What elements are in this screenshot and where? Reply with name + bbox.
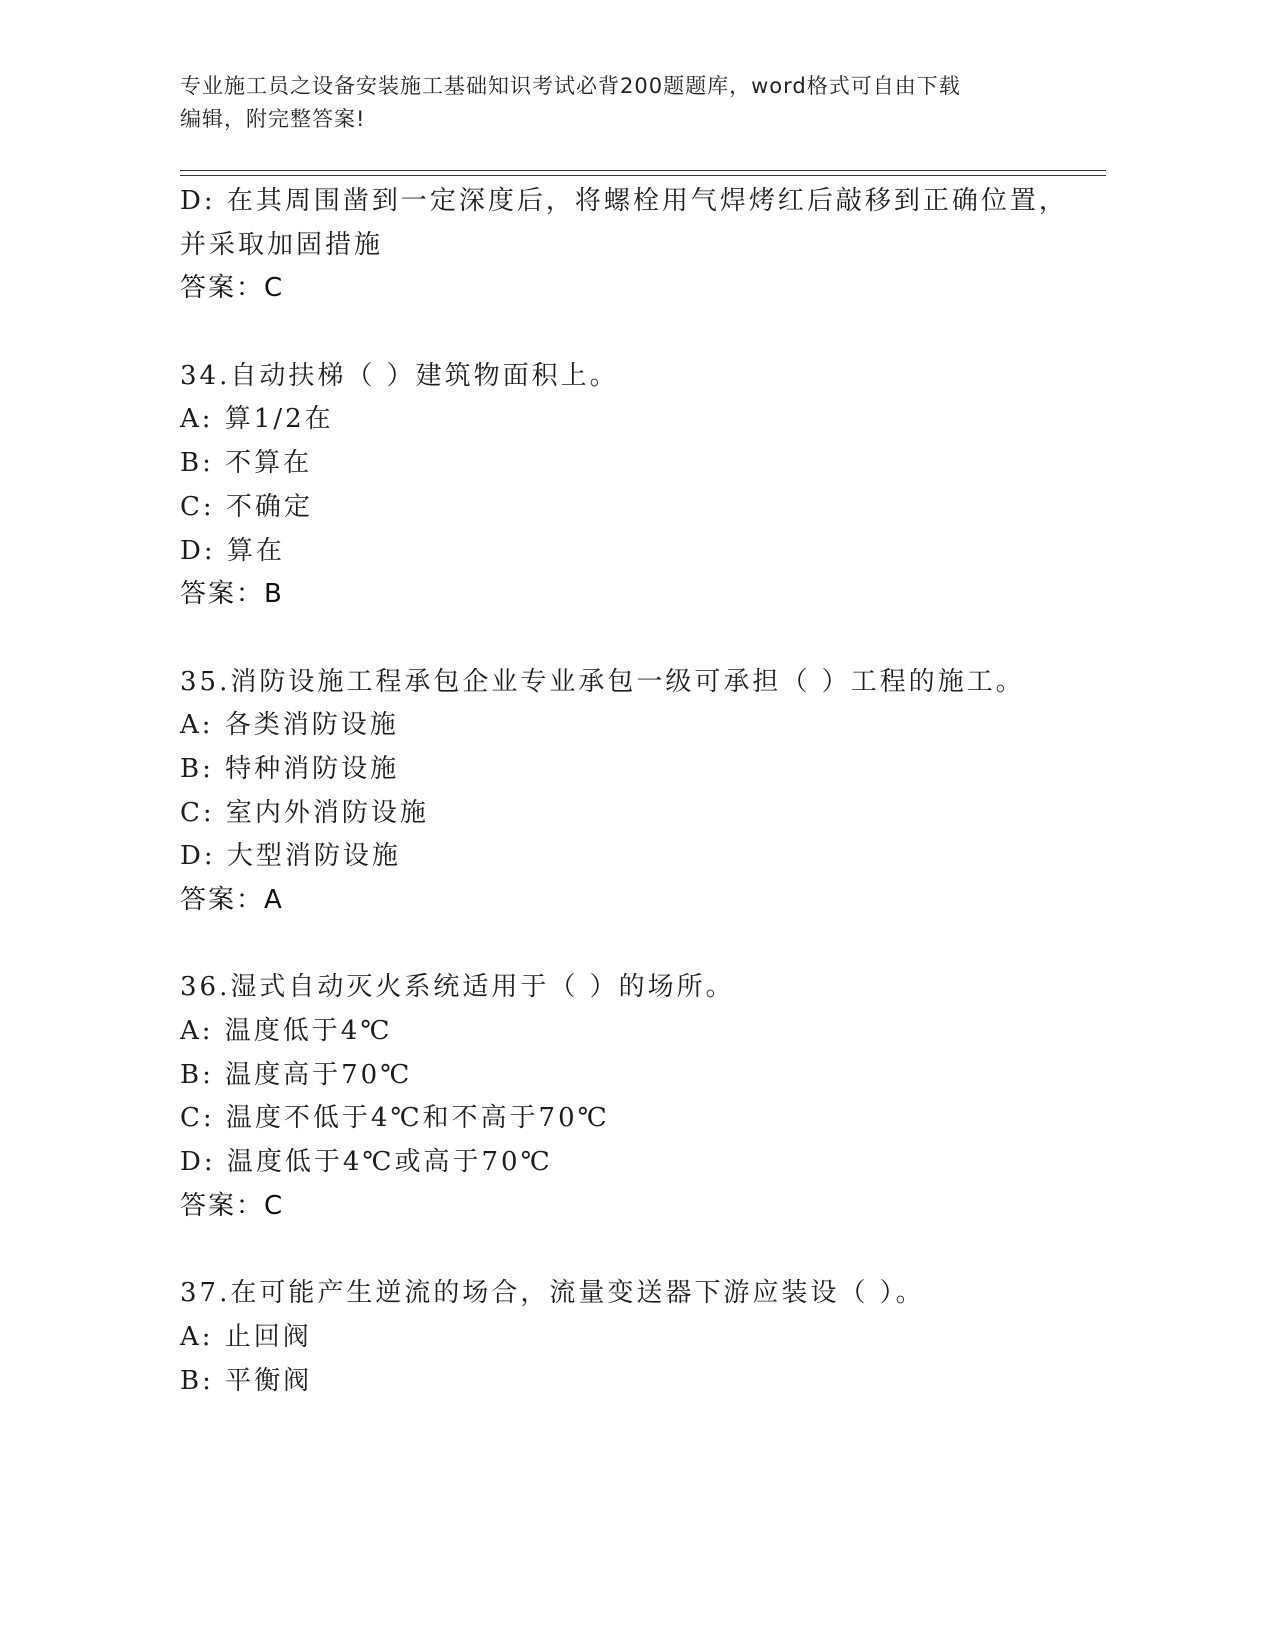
option-b: B: 不算在 [180,448,313,479]
question-33-tail [180,180,1110,311]
question-35 [180,661,1110,923]
question-stem: 34.自动扶梯（ ）建筑物面积上。 [180,360,619,391]
option-c: C: 温度不低于4℃和不高于70℃ [180,1103,610,1134]
option-a: A: 算1/2在 [180,404,334,435]
question-34 [180,355,1110,617]
question-stem: 35.消防设施工程承包企业专业承包一级可承担（ ）工程的施工。 [180,666,1025,697]
spacer [180,1229,1110,1273]
option-a: A: 止回阀 [180,1321,312,1352]
spacer [180,311,1110,355]
header-divider-top [180,170,1106,171]
option-d-continued: 并采取加固措施 [180,229,384,260]
option-a: A: 温度低于4℃ [180,1016,393,1047]
question-stem: 36.湿式自动灭火系统适用于（ ）的场所。 [180,972,735,1003]
option-a: A: 各类消防设施 [180,710,399,741]
answer-line: 答案：C [180,273,285,304]
option-c: C: 室内外消防设施 [180,797,429,828]
question-37 [180,1272,1110,1403]
option-d: D: 算在 [180,535,285,566]
header-line-1: 专业施工员之设备安装施工基础知识考试必背200题题库，word格式可自由下载 [180,74,961,98]
question-stem: 37.在可能产生逆流的场合，流量变送器下游应装设（ ）。 [180,1278,925,1309]
header-line-2: 编辑，附完整答案! [180,107,366,131]
question-36 [180,966,1110,1228]
option-b: B: 平衡阀 [180,1365,313,1396]
spacer [180,923,1110,967]
header-divider-bottom [180,175,1106,176]
option-d: D: 温度低于4℃或高于70℃ [180,1147,553,1178]
document-header [180,70,1060,136]
option-b: B: 特种消防设施 [180,753,400,784]
document-body [180,180,1110,1403]
answer-line: 答案：C [180,1190,285,1221]
answer-line: 答案：B [180,579,284,610]
spacer [180,617,1110,661]
option-c: C: 不确定 [180,491,313,522]
option-b: B: 温度高于70℃ [180,1059,413,1090]
option-d: D: 在其周围凿到一定深度后，将螺栓用气焊烤红后敲移到正确位置， [180,186,1068,216]
answer-line: 答案：A [180,885,284,915]
option-d: D: 大型消防设施 [180,841,401,872]
